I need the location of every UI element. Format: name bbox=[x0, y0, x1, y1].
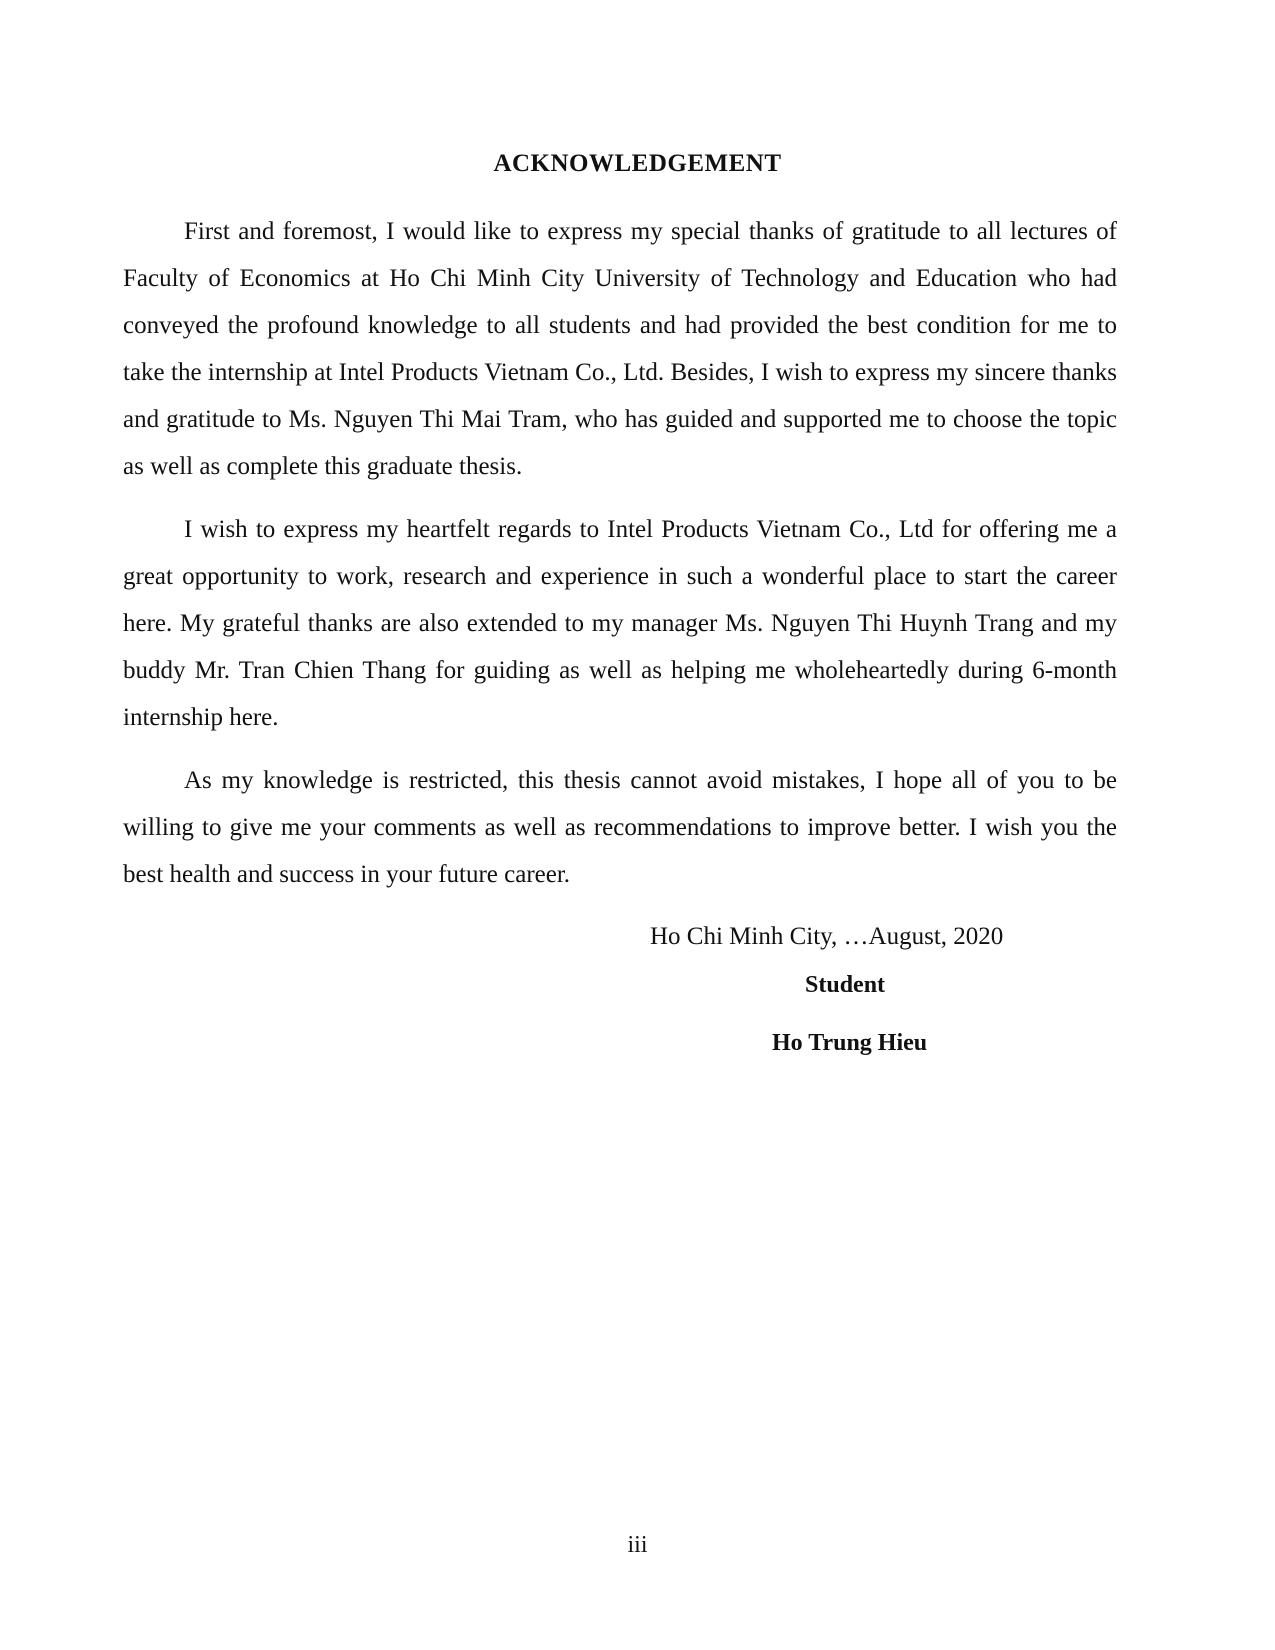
document-body bbox=[123, 208, 1117, 914]
page-number: iii bbox=[627, 1532, 648, 1558]
signature-role: Student bbox=[805, 972, 886, 998]
paragraph-2: I wish to express my heartfelt regards to Intel Products Vietnam Co., Ltd for offering me a great opportunity to work, research and experience in such a wonderful place to start the career here. My grateful thanks are also extended to my manager Ms. Nguyen Thi Huynh Trang and my buddy Mr. Tran Chien Thang for guiding as well as helping me wholeheartedly during 6-month internship here. bbox=[123, 516, 1117, 731]
signature-block bbox=[650, 922, 1080, 1058]
signature-name: Ho Trung Hieu bbox=[772, 1030, 928, 1056]
signature-place-date: Ho Chi Minh City, …August, 2020 bbox=[650, 923, 1004, 950]
paragraph-1: First and foremost, I would like to express my special thanks of gratitude to all lectures of Faculty of Economics at Ho Chi Minh City University of Technology and Education who had conveyed the profound knowledge to all students and had provided the best condition for me to take the internship at Intel Products Vietnam Co., Ltd. Besides, I wish to express my sincere thanks and gratitude to Ms. Nguyen Thi Mai Tram, who has guided and supported me to choose the topic as well as complete this graduate thesis. bbox=[123, 218, 1117, 480]
page-title: ACKNOWLEDGEMENT bbox=[493, 150, 782, 177]
paragraph-3: As my knowledge is restricted, this thesis cannot avoid mistakes, I hope all of you to be willing to give me your comments as well as recommendations to improve better. I wish you the best health and success in your future career. bbox=[123, 767, 1117, 888]
